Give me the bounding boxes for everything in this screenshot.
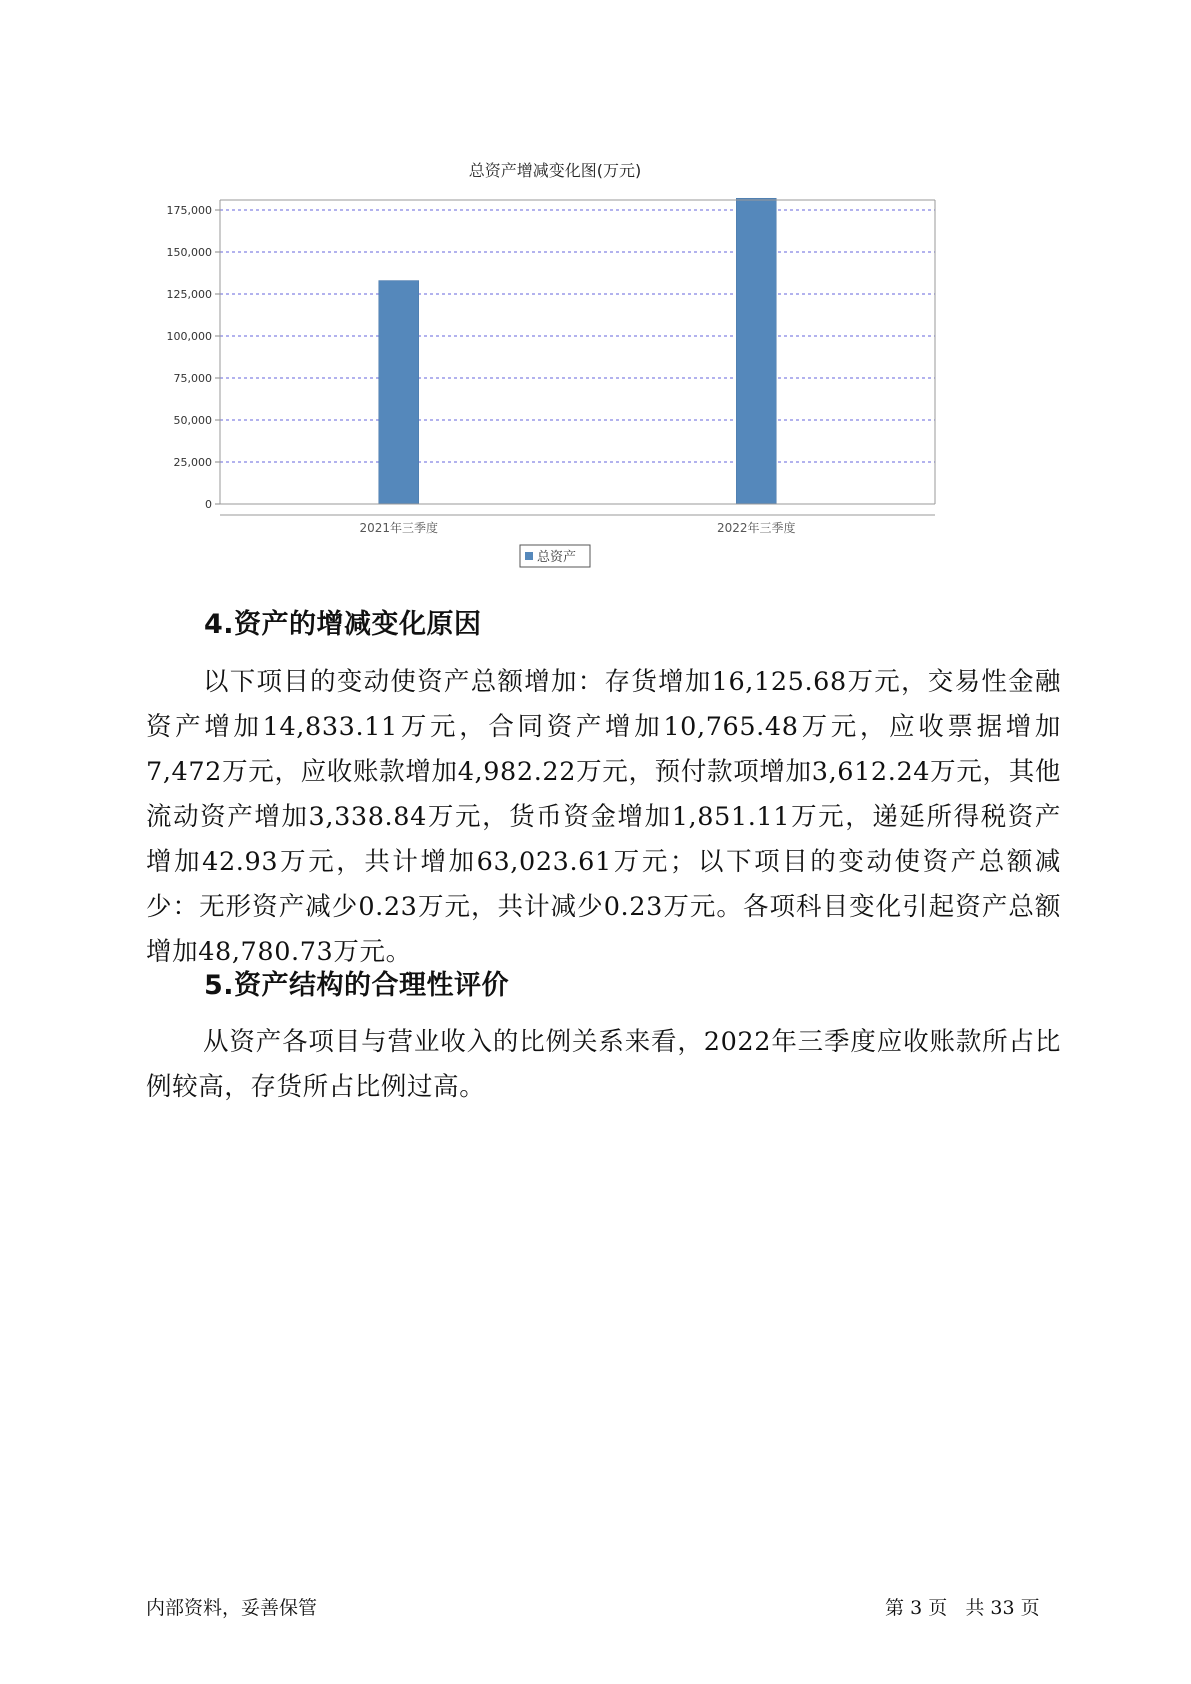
footer-page-info: [885, 1593, 1040, 1620]
total-prefix: 共: [965, 1597, 985, 1619]
x-tick-label: 2021年三季度: [359, 521, 439, 535]
chart-frame: [220, 200, 935, 515]
page-number: 3: [910, 1597, 923, 1619]
total-assets-chart: [150, 160, 1020, 620]
y-tick-label: 75,000: [173, 372, 212, 385]
section-5-heading: 5.资产结构的合理性评价: [204, 970, 510, 1001]
x-tick-label: 2022年三季度: [716, 521, 796, 535]
y-tick-label: 150,000: [166, 246, 212, 259]
chart-gridlines: [220, 210, 935, 462]
chart-x-labels: [359, 520, 795, 535]
section-4-heading: 4.资产的增减变化原因: [204, 609, 482, 640]
chart-title: 总资产增减变化图(万元): [468, 161, 642, 180]
y-tick-label: 175,000: [166, 204, 212, 217]
legend-label: 总资产: [537, 550, 577, 565]
page-unit: 页: [928, 1597, 948, 1619]
bar-2: [736, 198, 776, 504]
y-tick-label: 125,000: [166, 288, 212, 301]
chart-legend: [520, 545, 590, 567]
chart-bars: [379, 198, 777, 504]
page-prefix: 第: [885, 1597, 905, 1619]
y-tick-label: 50,000: [173, 414, 212, 427]
y-tick-label: 25,000: [173, 456, 212, 469]
section-4-paragraph: 以下项目的变动使资产总额增加：存货增加16,125.68万元，交易性金融资产增加14,833.11万元，合同资产增加10,765.48万元，应收票据增加7,472万元，应收账款增加4,982.22万元，预付款项增加3,612.24万元，其他流动资产增加3,338.84万元，货币资金增加1,851.11万元，递延所得税资产增加42.93万元，共计增加63,023.61万元；以下项目的变动使资产总额减少：无形资产减少0.23万元，共计减少0.23万元。各项科目变化引起资产总额增加48,780.73万元。: [146, 667, 1061, 967]
y-tick-label: 100,000: [166, 330, 212, 343]
footer-confidential-note: 内部资料，妥善保管: [146, 1597, 318, 1619]
chart-svg: [150, 160, 1020, 620]
section-5-paragraph: 从资产各项目与营业收入的比例关系来看，2022年三季度应收账款所占比例较高，存货所占比例过高。: [146, 1027, 1061, 1102]
y-tick-label: 0: [205, 498, 212, 511]
total-pages: 33: [990, 1597, 1015, 1619]
chart-y-ticks: [167, 204, 221, 511]
total-unit: 页: [1020, 1597, 1040, 1619]
legend-swatch: [525, 552, 533, 560]
bar-1: [379, 281, 419, 504]
